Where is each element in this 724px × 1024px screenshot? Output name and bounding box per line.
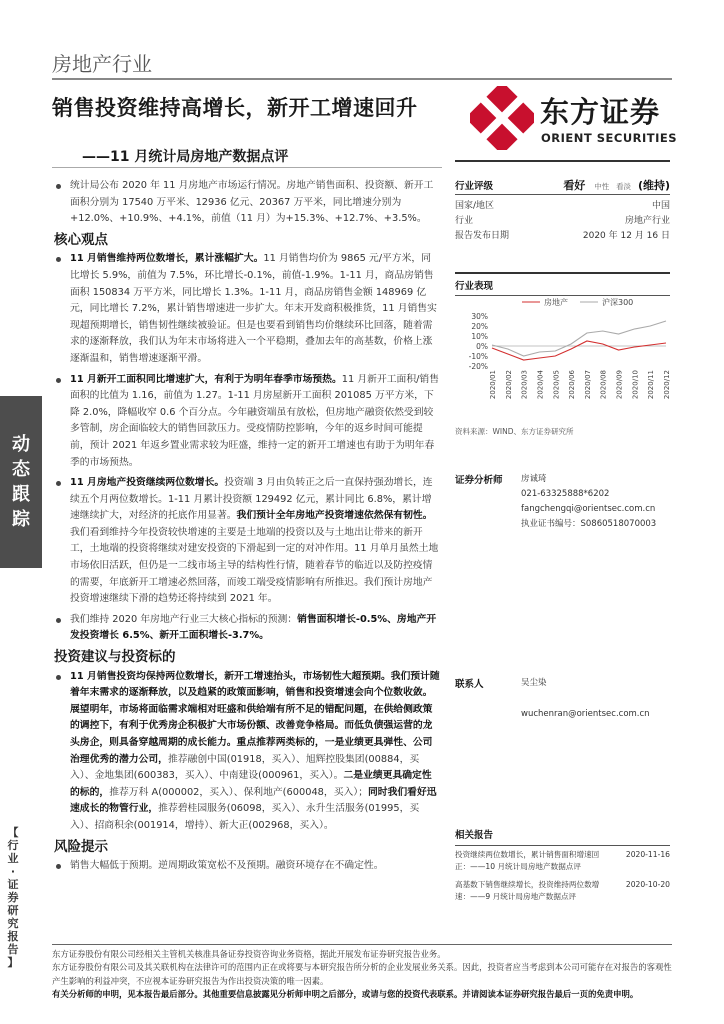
- related-item[interactable]: [455, 879, 670, 903]
- chart-heading: 行业表现: [455, 281, 494, 292]
- report-title: 销售投资维持高增长，新开工增速回升: [52, 96, 418, 120]
- core-point-newstarts: [54, 372, 440, 472]
- y-tick-label: -20%: [468, 362, 488, 371]
- related-subtitle: 速：——9 月统计局房地产数据点评: [455, 892, 577, 901]
- vchar: 报: [7, 930, 19, 943]
- rule: [455, 272, 670, 274]
- sidebar-char: 跟: [12, 484, 30, 505]
- section-heading-invest: 投资建议与投资标的: [54, 649, 176, 666]
- invest-recommendation: [54, 669, 440, 835]
- report-type-vertical: [2, 826, 24, 969]
- industry-performance-chart: [456, 294, 672, 404]
- sidebar-tag: [0, 396, 42, 568]
- core-point-sales: [54, 251, 440, 367]
- rating-option: 看淡: [616, 182, 632, 191]
- body-text: 推荐碧桂园服务(06098，买入）、永升生活服务(01995，买入）、招商积余(001914，增持）、新大正(002968，买入）。: [70, 803, 420, 831]
- y-tick-label: 30%: [471, 312, 488, 321]
- vchar: 研: [7, 904, 19, 917]
- vchar: 业: [7, 852, 19, 865]
- vchar: 券: [7, 891, 19, 904]
- bold-lead: 11 月销售投资均保持两位数增长，新开工增速抬头，市场韧性大超预期。我们预计随着年末需求的逐渐释放，以及趋紧的政策面影响，销售和投资增速会向个位数收敛。展望明年，市场将面临需求端相对旺盛和供给端有所不足的错配问题，在供给侧政策的调控下，有利于优秀房企积极扩大市场份额、改善竞争格局。而低负债强运营的龙头房企，则具备穿越周期的成长能力。重点推荐两类标的，一是业绩更具弹性、公司治理优秀的潜力公司，: [70, 670, 440, 765]
- related-title: 高基数下销售继续增长，投资维持两位数增: [455, 880, 600, 889]
- related-reports: [455, 830, 670, 903]
- main-content: [54, 178, 440, 875]
- analyst-details: [521, 472, 656, 532]
- disclaimer-footer: [52, 948, 672, 1002]
- bold-lead: 11 月新开工面积同比增速扩大，有利于为明年春季市场预热。: [70, 373, 342, 385]
- core-point-investment: [54, 475, 440, 608]
- footer-line: 东方证券股份有限公司及其关联机构在法律许可的范围内正在或将要与本研究报告所分析的企业发展业务关系。因此，投资者应当考虑到本公司可能存在对报告的客观性产生影响的利益冲突，不应视本证券研究报告为作出投资决策的唯一因素。: [52, 962, 672, 986]
- x-tick-label: 2020/09: [615, 370, 624, 400]
- footer-line: 有关分析师的申明，见本报告最后部分。其他重要信息披露见分析师申明之后部分，或请与您的投资代表联系。并请阅读本证券研究报告最后一页的免责申明。: [52, 989, 639, 1000]
- bold-inline: 二是业绩更具确定性的标的，: [70, 770, 432, 798]
- x-tick-label: 2020/07: [583, 370, 592, 400]
- body-text: 11 月新开工面积/销售面积的比值为 1.16，前值为 1.27。1-11 月房屋新开工面积 201085 万平方米，下降 2.0%，降幅收窄 0.6 个百分点。今年融资端虽有放松，但房地产融资依然受到较多管制，房企面临较大的销售回款压力。受疫情防控影响，今年的返乡时间可能提前，预计 2021 年返乡置业需求较为旺盛，维持一定的新开工增速也有助于为明年春季的市场预热。: [70, 373, 440, 468]
- legend-label-hs: 沪深300: [602, 298, 634, 307]
- footer-line: 东方证券股份有限公司经相关主管机关核准具备证券投资咨询业务资格，据此开展发布证券研究报告业务。: [52, 949, 446, 959]
- x-tick-label: 2020/12: [663, 370, 671, 400]
- related-heading: 相关报告: [455, 830, 494, 841]
- subtitle-rule: [52, 167, 442, 168]
- analyst-name: 房诚琦: [521, 474, 547, 484]
- vchar: 证: [7, 878, 19, 891]
- bold-lead: 11 月销售维持两位数增长，累计涨幅扩大。: [70, 253, 264, 265]
- vchar: 】: [7, 956, 19, 969]
- x-tick-label: 2020/03: [520, 370, 529, 400]
- summary-paragraph: 统计局公布 2020 年 11 月房地产市场运行情况。房地产销售面积、投资额、新开工面积分别为 17540 万平米、12936 亿元、20367 万平米，同比增速分别为+12.0%、+10.9%、+4.1%，前值（11 月）为+15.3%、+12.7%、+3.5%。: [54, 178, 440, 228]
- logo-english-name: ORIENT SECURITIES: [541, 131, 678, 145]
- chart-heading-block: [455, 272, 670, 296]
- x-tick-label: 2020/11: [647, 370, 656, 400]
- y-tick-label: 0%: [476, 342, 488, 351]
- info-row: [455, 227, 670, 242]
- x-tick-label: 2020/01: [489, 370, 497, 400]
- y-tick-label: 20%: [471, 322, 488, 331]
- y-tick-label: 10%: [471, 332, 488, 341]
- chart-source: 资料来源：WIND、东方证券研究所: [455, 427, 574, 436]
- bold-lead: 11 月房地产投资继续两位数增长。: [70, 477, 225, 489]
- rating-value: 看好: [563, 179, 586, 192]
- related-title: 投资继续两位数增长，累计销售面积增速回: [455, 850, 600, 859]
- contact-label: 联系人: [455, 679, 484, 690]
- section-heading-risk: 风险提示: [54, 838, 108, 855]
- analyst-label: 证券分析师: [455, 475, 503, 486]
- body-text: 我们看到维持今年投资较快增速的主要是土地端的投资以及与土地出让带来的新开工，土地端的投资将继续对建安投资的下滑起到一定的对冲作用。11 月单月虽然土地市场依旧活跃，但仍是一二线市场主导的结构性行情，随着春节的临近以及防控疫情的需要，年底新开工增速必然回落，而竣工端受疫情影响有所推迟。我们预计房地产投资增速继续下滑的趋势还将持续到 2021 年。: [70, 526, 439, 605]
- footer-rule: [52, 944, 672, 945]
- risk-text: 销售大幅低于预期。逆周期政策宽松不及预期。融资环境存在不确定性。: [54, 858, 440, 875]
- y-tick-label: -10%: [468, 352, 488, 361]
- orient-logo-icon: [470, 86, 534, 150]
- vchar: ·: [10, 865, 16, 878]
- analyst-cert: 执业证书编号：S0860518070003: [521, 519, 657, 529]
- related-date: 2020-10-20: [625, 880, 670, 889]
- core-point-forecast: [54, 612, 440, 645]
- rule: [455, 845, 670, 846]
- info-key: 报告发布日期: [455, 231, 510, 241]
- rating-block: [455, 176, 670, 242]
- section-heading-core: 核心观点: [54, 231, 108, 248]
- info-value: 房地产行业: [624, 216, 670, 226]
- contact-email: wuchenran@orientsec.com.cn: [521, 709, 650, 719]
- contact-row: [455, 676, 670, 690]
- body-text: 11 月销售均价为 9865 元/平方米，同比增长 5.9%，前值为 7.5%，环比增长-0.1%，前值-1.9%。1-11 月，商品房销售面积 150834 万平方米，同比增长 1.3%。1-11 月，商品房销售金额 148969 亿元，同比增长 7.2%，累计销售增速进一步扩大。年末开发商积极推货，11 月销售实现超预期增长，销售韧性继续被验证。但是也要看到销售均价继续环比回落，随着需求的逐渐释放，我们认为年末市场将进入一个平稳期，叠加去年的高基数，价格上涨逐渐温和，销售增速逐渐平滑。: [70, 253, 437, 364]
- analyst-email: fangchengqi@orientsec.com.cn: [521, 504, 656, 514]
- sidebar-char: 踪: [12, 509, 30, 530]
- bold-inline: 我们预计全年房地产投资增速依然保有韧性。: [236, 510, 433, 522]
- rating-option: 中性: [594, 182, 610, 191]
- rating-top-rule: [455, 160, 670, 162]
- info-key: 行业: [455, 216, 474, 226]
- vchar: 行: [7, 839, 19, 852]
- info-value: 中国: [651, 201, 670, 211]
- related-subtitle: 正：——10 月统计局房地产数据点评: [455, 862, 581, 871]
- series-line-hs300: [492, 321, 666, 356]
- rating-suffix: (维持): [637, 179, 670, 192]
- rating-row: [455, 176, 670, 194]
- related-date: 2020-11-16: [625, 850, 670, 859]
- rating-values: [563, 177, 670, 193]
- analyst-phone: 021-63325888*6202: [521, 489, 610, 499]
- related-item[interactable]: [455, 849, 670, 873]
- body-text: 投资端 3 月由负转正之后一直保持强劲增长，连续五个月两位数增长。1-11 月累计投资额 129492 亿元，累计同比 6.8%，累计增速继续扩大，对经济的托底作用显著。: [70, 477, 433, 522]
- body-text: 推荐融创中国(01918，买入）、旭辉控股集团(00884，买入）、金地集团(600383，买入）、中南建设(000961，买入）。: [70, 753, 420, 782]
- info-key: 国家/地区: [455, 201, 495, 211]
- sidebar-char: 态: [12, 459, 30, 480]
- x-tick-label: 2020/06: [568, 370, 577, 400]
- contact-block: [455, 676, 670, 719]
- vchar: 告: [7, 943, 19, 956]
- rating-label: 行业评级: [455, 181, 494, 192]
- sidebar-char: 动: [12, 434, 30, 455]
- legend-label-re: 房地产: [544, 298, 568, 307]
- analyst-row: [455, 472, 670, 532]
- body-text: 推荐万科 A(000002，买入）、保利地产(600048，买入）；: [109, 786, 368, 798]
- info-row: [455, 197, 670, 212]
- info-value: 2020 年 12 月 16 日: [582, 231, 670, 241]
- sector-label: 房地产行业: [52, 52, 152, 76]
- logo-chinese-name: 东方证券: [540, 95, 661, 129]
- body-text: 我们维持 2020 年房地产行业三大核心指标的预测：: [70, 613, 298, 625]
- bold-inline: 同时我们看好迅速成长的物管行业，: [70, 786, 437, 815]
- rule: [455, 194, 670, 195]
- bold-inline: 销售面积增长-0.5%、房地产开发投资增长 6.5%、新开工面积增长-3.7%。: [70, 613, 437, 642]
- x-tick-label: 2020/04: [536, 370, 545, 400]
- analyst-block: [455, 472, 670, 532]
- contact-name: 吴尘染: [521, 678, 547, 688]
- series-line-real-estate: [492, 341, 666, 360]
- x-tick-label: 2020/08: [599, 370, 608, 400]
- report-subtitle: ——11 月统计局房地产数据点评: [82, 149, 289, 165]
- header-rule: [52, 78, 672, 80]
- x-tick-label: 2020/05: [552, 370, 561, 400]
- vchar: 究: [7, 917, 19, 930]
- x-tick-label: 2020/10: [631, 370, 640, 400]
- vchar: 【: [7, 826, 19, 839]
- info-row: [455, 212, 670, 227]
- x-tick-label: 2020/02: [504, 370, 513, 400]
